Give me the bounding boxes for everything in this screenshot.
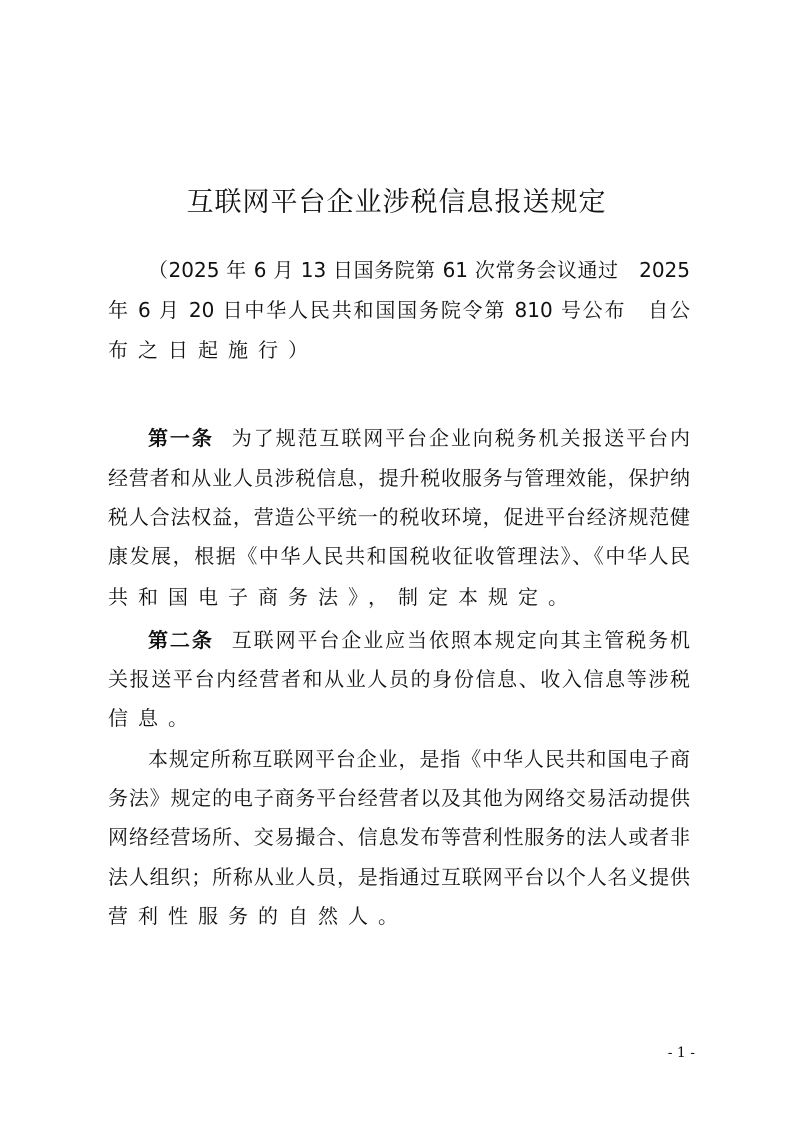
article-1-line: 康发展，根据《中华人民共和国税收征收管理法》、《中华人民 bbox=[108, 544, 690, 568]
paragraph-3-line: 法人组织；所称从业人员，是指通过互联网平台以个人名义提供 bbox=[108, 865, 690, 889]
paragraph-3-line: 本规定所称互联网平台企业，是指《中华人民共和国电子商 bbox=[148, 747, 690, 771]
article-1-heading: 第一条 bbox=[148, 426, 214, 450]
paragraph-3-line: 网络经营场所、交易撮合、信息发布等营利性服务的法人或者非 bbox=[108, 825, 690, 849]
page-number: - 1 - bbox=[667, 1045, 695, 1061]
article-1-line: 经营者和从业人员涉税信息，提升税收服务与管理效能，保护纳 bbox=[108, 466, 690, 490]
article-1-line: 税人合法权益，营造公平统一的税收环境，促进平台经济规范健 bbox=[108, 505, 690, 529]
subtitle-line: （2025 年 6 月 13 日国务院第 61 次常务会议通过 2025 bbox=[148, 258, 690, 282]
subtitle-line: 年 6 月 20 日中华人民共和国国务院令第 810 号公布 自公 bbox=[108, 298, 690, 322]
article-1-line: 共和国电子商务法》，制定本规定。 bbox=[108, 585, 578, 609]
paragraph-3-line: 营利性服务的自然人。 bbox=[108, 904, 408, 928]
subtitle-line: 布之日起施行） bbox=[108, 338, 318, 362]
article-1-line: 第一条 为了规范互联网平台企业向税务机关报送平台内 bbox=[148, 426, 691, 450]
document-title: 互联网平台企业涉税信息报送规定 bbox=[186, 187, 607, 218]
article-2-line: 信息。 bbox=[108, 706, 198, 730]
article-2-heading: 第二条 bbox=[148, 628, 214, 652]
article-2-line: 关报送平台内经营者和从业人员的身份信息、收入信息等涉税 bbox=[108, 667, 690, 691]
paragraph-3-line: 务法》规定的电子商务平台经营者以及其他为网络交易活动提供 bbox=[108, 786, 690, 810]
article-2-line: 第二条 互联网平台企业应当依照本规定向其主管税务机 bbox=[148, 628, 691, 652]
